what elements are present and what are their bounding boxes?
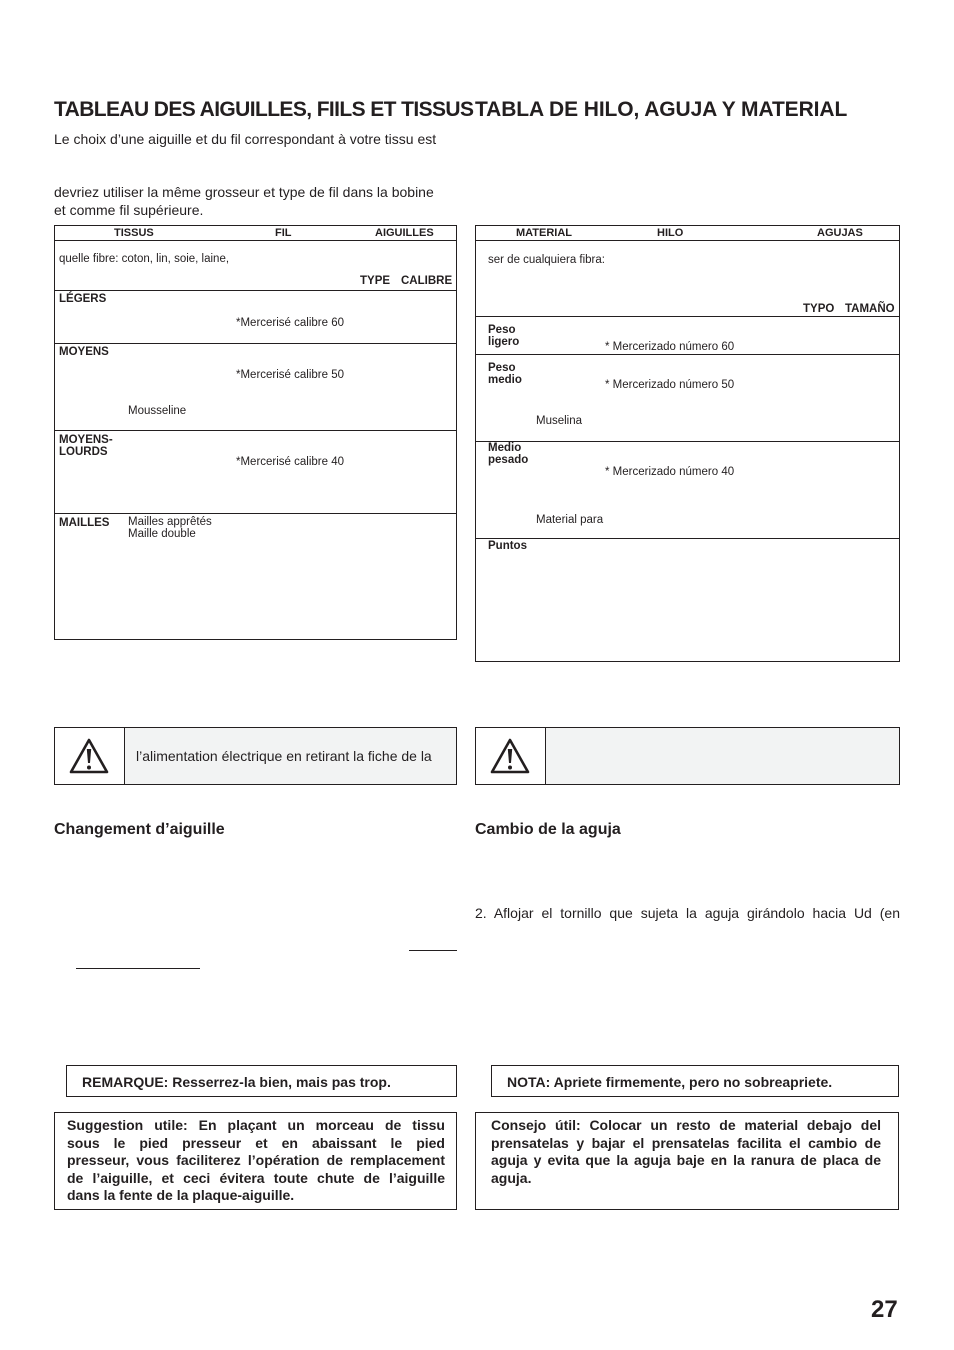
fr-warning-text: l’alimentation électrique en retirant la fiche de la xyxy=(136,748,432,764)
es-needle-table xyxy=(475,225,900,662)
fr-row-moyens: MOYENS xyxy=(59,346,109,358)
es-table-header xyxy=(476,226,899,241)
fr-header-fil: FIL xyxy=(275,227,292,239)
es-tip-line: aguja y evita que la aguja baje en la ranura de placa de xyxy=(491,1152,881,1168)
es-header-hilo: HILO xyxy=(657,227,684,239)
fr-header-aiguilles: AIGUILLES xyxy=(375,227,434,239)
es-row-peso-medio-thread: * Mercerizado número 50 xyxy=(605,379,735,391)
fr-suggestion-line: presseur, vous faciliterez l’opération de remplacement xyxy=(67,1152,445,1168)
fr-suggestion-line: de l’aiguille, et ceci évitera toute chute de l’aiguille xyxy=(67,1169,445,1186)
fr-suggestion-box xyxy=(54,1112,457,1210)
fr-row-moyens-lourds-1: MOYENS- xyxy=(59,434,113,446)
fr-row-moyens-fabric: Mousseline xyxy=(128,405,187,417)
fr-intro-line1: Le choix d’une aiguille et du fil correspondant à votre tissu est xyxy=(54,131,437,147)
es-row-peso-ligero-2: ligero xyxy=(488,336,520,348)
es-size-label: TAMAÑO xyxy=(845,303,895,315)
fr-underline xyxy=(76,968,200,969)
fr-intro-line3: et comme fil supérieure. xyxy=(54,202,204,218)
fr-fibre-note: quelle fibre: coton, lin, soie, laine, xyxy=(59,253,230,265)
fr-remark-box xyxy=(66,1065,457,1097)
es-step2 xyxy=(475,905,900,921)
row-divider xyxy=(55,430,456,431)
row-divider xyxy=(55,513,456,514)
fr-header-tissus: TISSUS xyxy=(114,227,154,239)
es-row-medio-pesado-1: Medio xyxy=(488,442,522,454)
es-row-medio-pesado-fabric: Material para xyxy=(536,514,604,526)
es-step2-text: 2. Aflojar el tornillo que sujeta la aguja girándolo hacia Ud (en xyxy=(475,905,900,921)
es-title: TABLA DE HILO, AGUJA Y MATERIAL xyxy=(475,98,848,121)
fr-row-moyens-thread: *Mercerisé calibre 50 xyxy=(236,369,345,381)
fr-row-legers-thread: *Mercerisé calibre 60 xyxy=(236,317,345,329)
es-fibre-note: ser de cualquiera fibra: xyxy=(488,254,605,266)
fr-section-title: Changement d’aiguille xyxy=(54,821,225,838)
fr-size-label: CALIBRE xyxy=(401,275,453,287)
warning-triangle-icon xyxy=(490,738,530,774)
fr-row-moyens-lourds-2: LOURDS xyxy=(59,446,108,458)
es-type-label: TYPO xyxy=(803,303,835,315)
fr-intro-line2: devriez utiliser la même grosseur et type de fil dans la bobine xyxy=(54,184,434,200)
es-tip-line: prensatelas y bajar el prensatelas facilita el cambio de xyxy=(491,1134,881,1151)
fr-needle-table xyxy=(54,225,457,640)
fr-row-mailles: MAILLES xyxy=(59,517,110,529)
es-row-peso-medio-1: Peso xyxy=(488,362,516,374)
es-row-peso-ligero-1: Peso xyxy=(488,324,516,336)
es-row-peso-ligero-thread: * Mercerizado número 60 xyxy=(605,341,735,353)
fr-row-mailles-fabric1: Mailles apprêtés xyxy=(128,516,212,528)
es-note-box xyxy=(491,1065,899,1097)
fr-title: TABLEAU DES AIGUILLES, FIILS ET TISSUS xyxy=(54,98,474,121)
row-divider xyxy=(476,354,899,355)
es-tip-line: Consejo útil: Colocar un resto de material debajo del xyxy=(491,1117,881,1133)
es-tip-line: aguja. xyxy=(491,1169,532,1186)
fr-suggestion-line: sous le pied presseur et en abaissant le pied xyxy=(67,1134,445,1151)
fr-remark-text: REMARQUE: Resserrez-la bien, mais pas trop. xyxy=(82,1074,391,1090)
es-row-puntos: Puntos xyxy=(488,540,527,552)
row-divider xyxy=(55,290,456,291)
es-row-peso-medio-2: medio xyxy=(488,374,522,386)
es-tip-box xyxy=(475,1112,899,1210)
es-header-agujas: AGUJAS xyxy=(817,227,863,239)
fr-row-legers: LÉGERS xyxy=(59,293,107,305)
fr-row-mailles-fabric2: Maille double xyxy=(128,528,196,540)
es-row-medio-pesado-thread: * Mercerizado número 40 xyxy=(605,466,735,478)
fr-warning-icon-box xyxy=(55,728,125,784)
es-warning-icon-box xyxy=(476,728,546,784)
fr-suggestion-line: Suggestion utile: En plaçant un morceau de tissu xyxy=(67,1117,445,1133)
es-section-title: Cambio de la aguja xyxy=(475,821,621,838)
es-note-text: NOTA: Apriete firmemente, pero no sobreapriete. xyxy=(507,1074,833,1090)
es-row-peso-medio-fabric: Muselina xyxy=(536,415,583,427)
row-divider xyxy=(476,538,899,539)
fr-suggestion-line: dans la fente de la plaque-aiguille. xyxy=(67,1187,295,1203)
fr-underline xyxy=(409,950,457,951)
row-divider xyxy=(476,441,899,442)
row-divider xyxy=(55,343,456,344)
es-header-material: MATERIAL xyxy=(516,227,573,239)
row-divider xyxy=(476,316,899,317)
warning-triangle-icon xyxy=(69,738,109,774)
fr-table-header xyxy=(55,226,456,241)
es-warning-box xyxy=(475,727,900,785)
page-number: 27 xyxy=(871,1296,898,1323)
fr-row-moyens-lourds-thread: *Mercerisé calibre 40 xyxy=(236,456,345,468)
fr-warning-box xyxy=(54,727,457,785)
es-row-medio-pesado-2: pesado xyxy=(488,454,529,466)
fr-type-label: TYPE xyxy=(360,275,391,287)
